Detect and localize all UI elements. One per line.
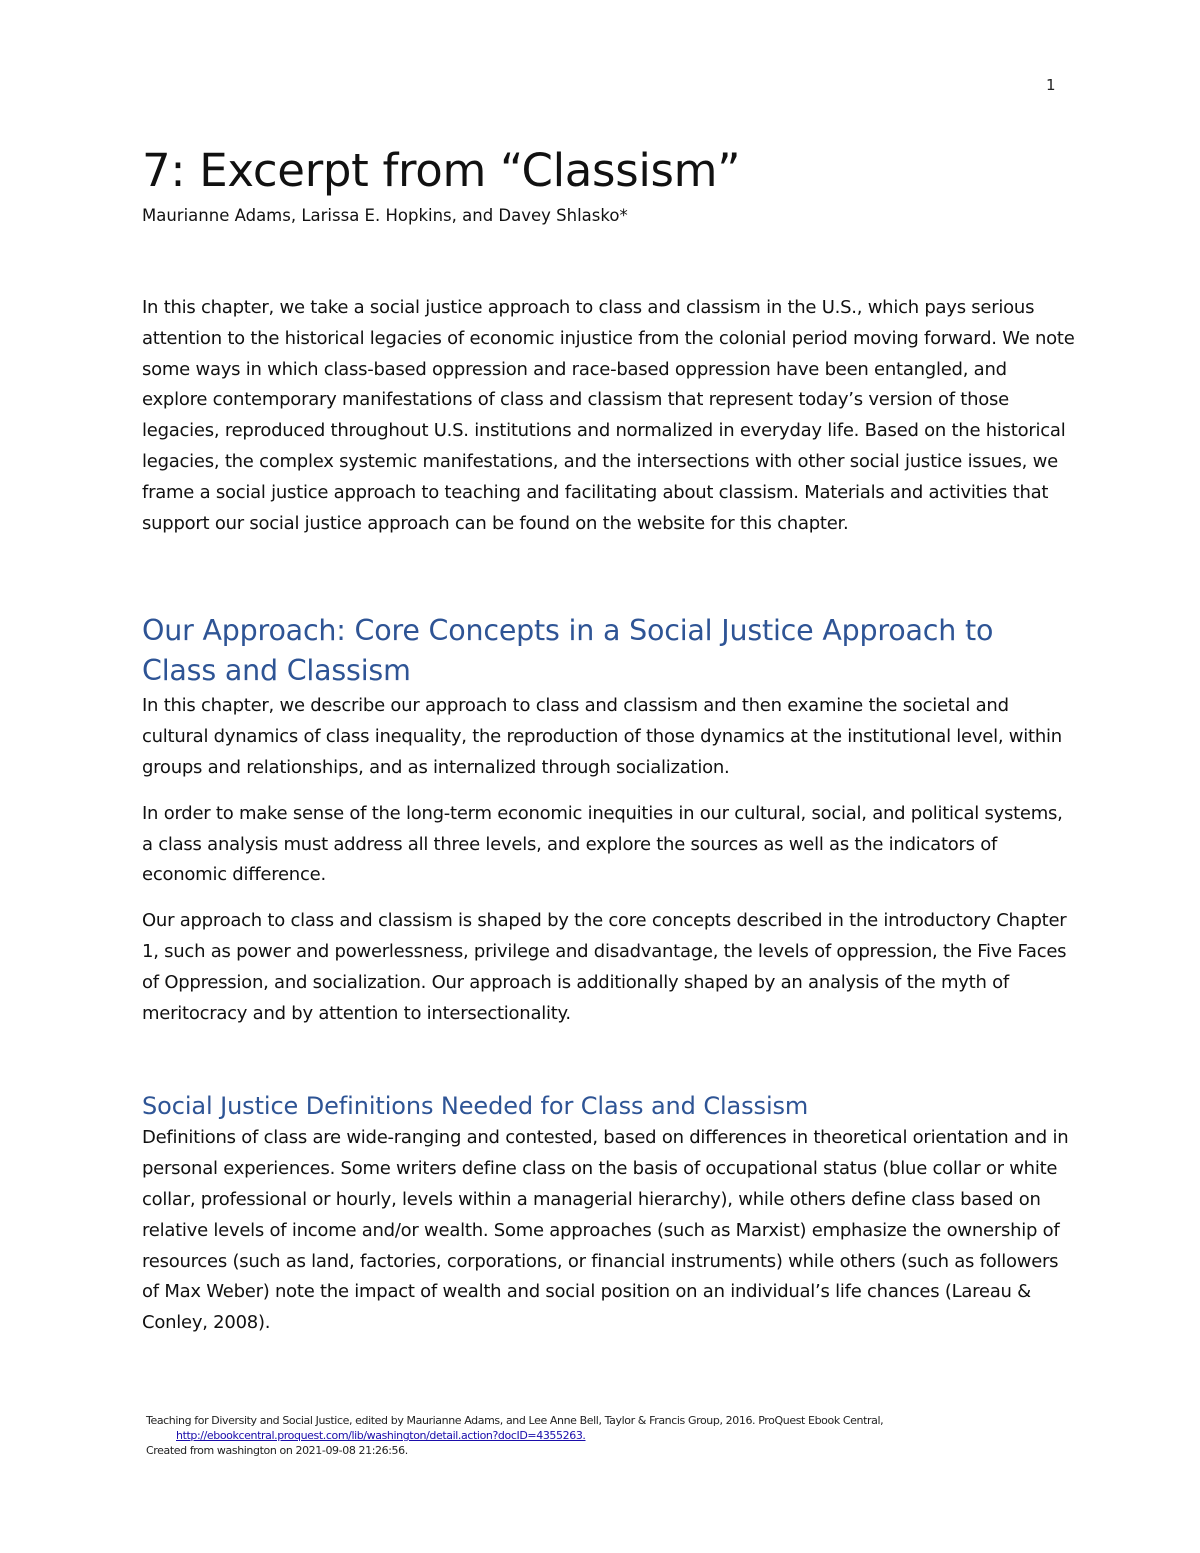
section1-paragraph-1: In this chapter, we describe our approach to class and classism and then examine the societal and cultural dynamics of class inequality, the reproduction of those dynamics at the institutional level, within groups and relationships, and as internalized through socialization. — [142, 695, 1062, 778]
page-content — [142, 140, 1075, 1339]
page-number: 1 — [1046, 76, 1056, 94]
abstract-paragraph: In this chapter, we take a social justice approach to class and classism in the U.S., which pays serious attention to the historical legacies of economic injustice from the colonial period moving forward. We note some ways in which class-based oppression and race-based oppression have been entangled, and explore contemporary manifestations of class and classism that represent today’s version of those legacies, reproduced throughout U.S. institutions and normalized in everyday life. Based on the historical legacies, the complex systemic manifestations, and the intersections with other social justice issues, we frame a social justice approach to teaching and facilitating about classism. Materials and activities that support our social justice approach can be found on the website for this chapter. — [142, 297, 1075, 534]
section2-paragraph-1: Definitions of class are wide-ranging and contested, based on differences in theoretical orientation and in personal experiences. Some writers define class on the basis of occupational status (blue collar or white collar, professional or hourly, levels within a managerial hierarchy), while others define class based on relative levels of income and/or wealth. Some approaches (such as Marxist) emphasize the ownership of resources (such as land, factories, corporations, or financial instruments) while others (such as followers of Max Weber) note the impact of wealth and social position on an individual’s life chances (Lareau & Conley, 2008). — [142, 1127, 1069, 1334]
chapter-title: 7: Excerpt from “Classism” — [142, 144, 741, 197]
section-heading-our-approach: Our Approach: Core Concepts in a Social Justice Approach to Class and Classism — [142, 614, 994, 688]
footer-created: Created from washington on 2021-09-08 21:26:56. — [146, 1444, 408, 1457]
footer-link-line — [146, 1428, 1046, 1443]
section-heading-definitions: Social Justice Definitions Needed for Class and Classism — [142, 1092, 809, 1121]
footer-citation: Teaching for Diversity and Social Justice, edited by Maurianne Adams, and Lee Anne Bell, Taylor & Francis Group, 2016. ProQuest Ebook Central, — [146, 1414, 884, 1427]
section1-paragraph-3: Our approach to class and classism is shaped by the core concepts described in the introductory Chapter 1, such as power and powerlessness, privilege and disadvantage, the levels of oppression, the Five Faces of Oppression, and socialization. Our approach is additionally shaped by an analysis of the myth of meritocracy and by attention to intersectionality. — [142, 910, 1067, 1024]
section1-paragraph-2: In order to make sense of the long-term economic inequities in our cultural, social, and political systems, a class analysis must address all three levels, and explore the sources as well as the indicators of economic difference. — [142, 802, 1063, 886]
footer-link[interactable]: http://ebookcentral.proquest.com/lib/washington/detail.action?docID=4355263. — [176, 1429, 586, 1442]
chapter-authors: Maurianne Adams, Larissa E. Hopkins, and Davey Shlasko* — [142, 206, 628, 225]
citation-footer — [146, 1413, 1046, 1458]
